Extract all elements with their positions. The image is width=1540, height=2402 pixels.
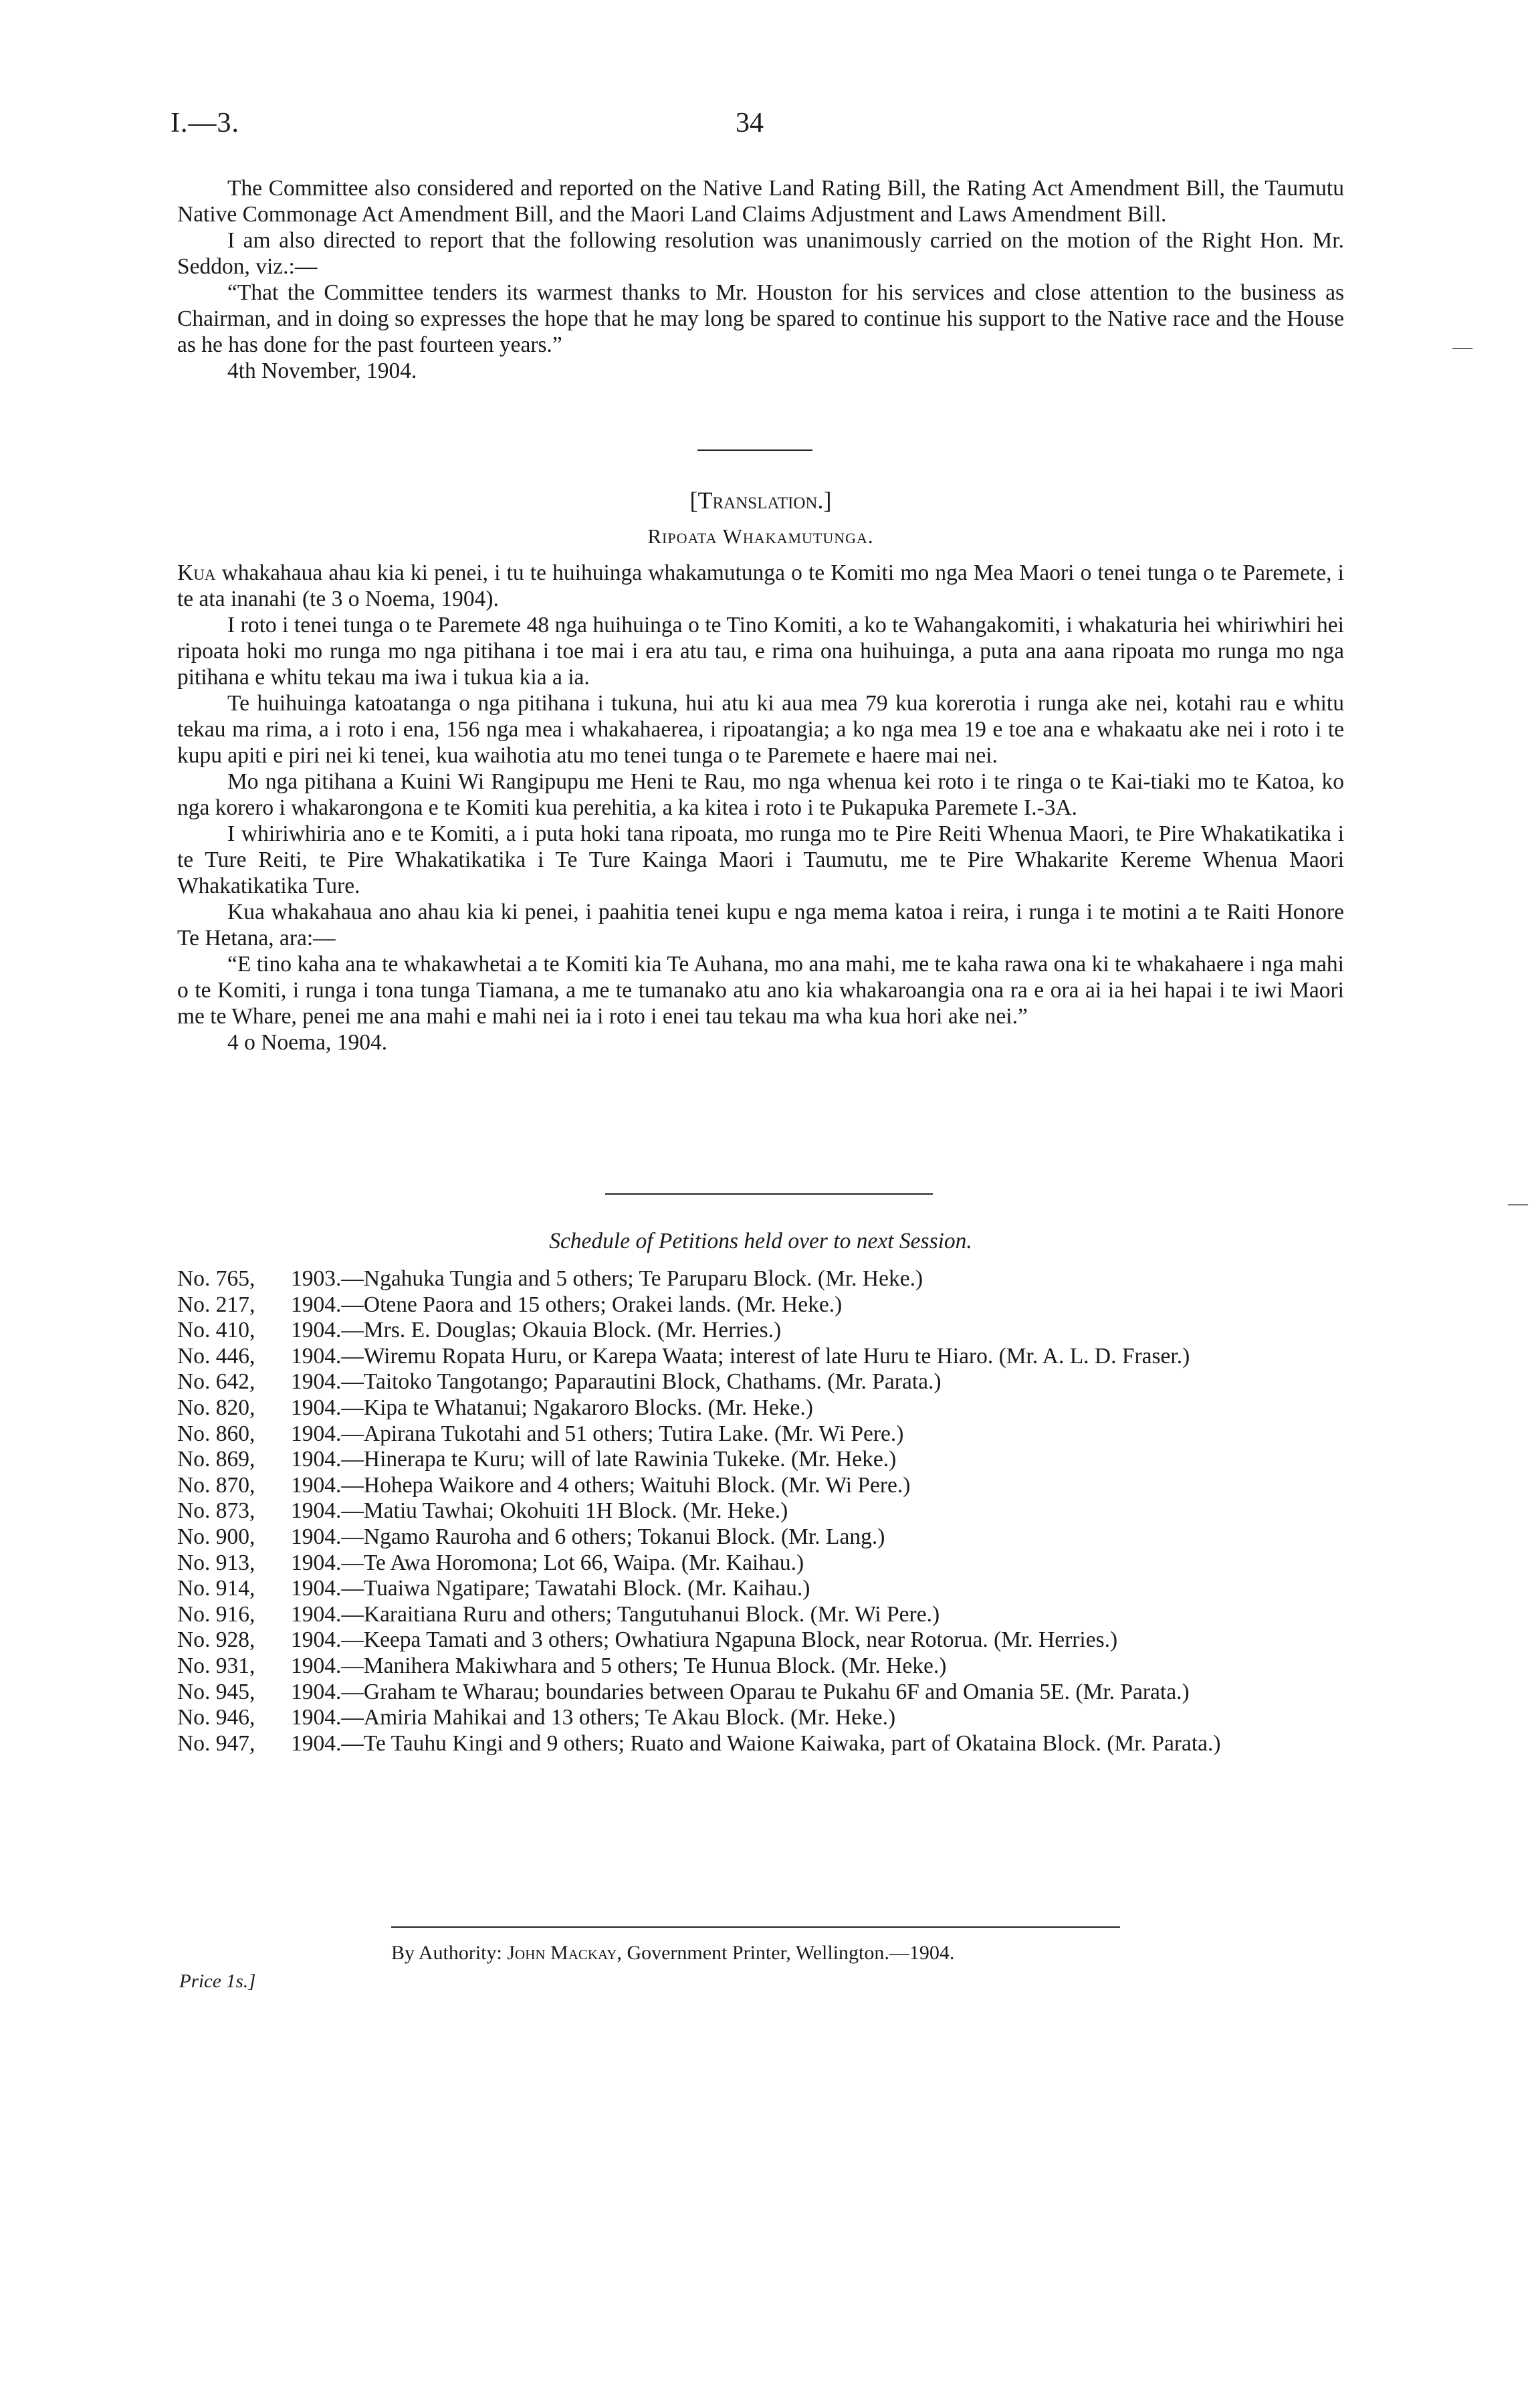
- english-paragraph: I am also directed to report that the following resolution was unanimously carried on the motion of the Right Hon. Mr. Seddon, viz.:—: [177, 228, 1344, 279]
- petition-item: No. 931, 1904.—Manihera Makiwhara and 5 others; Te Hunua Block. (Mr. Heke.): [177, 1653, 947, 1678]
- maori-paragraph: Kua whakahaua ano ahau kia ki penei, i paahitia tenei kupu e nga mema katoa i reira, i runga i te motini a te Raiti Honore Te Hetana, ara:—: [177, 900, 1344, 950]
- petition-item: No. 900, 1904.—Ngamo Rauroha and 6 others; Tokanui Block. (Mr. Lang.): [177, 1524, 885, 1549]
- petition-item: No. 820, 1904.—Kipa te Whatanui; Ngakaroro Blocks. (Mr. Heke.): [177, 1395, 813, 1420]
- petition-item: No. 765, 1903.—Ngahuka Tungia and 5 others; Te Paruparu Block. (Mr. Heke.): [177, 1266, 923, 1291]
- footer-divider: [391, 1926, 1120, 1928]
- price-note: Price 1s.]: [179, 1971, 256, 1992]
- petition-item: No. 869, 1904.—Hinerapa te Kuru; will of late Rawinia Tukeke. (Mr. Heke.): [177, 1447, 897, 1472]
- petition-item: No. 913, 1904.—Te Awa Horomona; Lot 66, Waipa. (Mr. Kaihau.): [177, 1550, 804, 1575]
- petition-item: No. 916, 1904.—Karaitiana Ruru and others; Tangutuhanui Block. (Mr. Wi Pere.): [177, 1601, 940, 1627]
- page-number: 34: [736, 108, 764, 138]
- petition-item: No. 870, 1904.—Hohepa Waikore and 4 others; Waituhi Block. (Mr. Wi Pere.): [177, 1472, 911, 1498]
- maori-paragraph: Mo nga pitihana a Kuini Wi Rangipupu me Heni te Rau, mo nga whenua kei roto i te ringa o te Kai-tiaki mo te Katoa, ko nga korero i whakarongona e te Komiti kua perehitia, a ka kitea i roto i te Pukapuka Paremete I.-3A.: [177, 769, 1344, 820]
- english-date: 4th November, 1904.: [227, 359, 417, 383]
- petition-item: No. 914, 1904.—Tuaiwa Ngatipare; Tawatahi Block. (Mr. Kaihau.): [177, 1576, 810, 1601]
- petition-list: [177, 1266, 1344, 1757]
- maori-paragraph: Kua whakahaua ahau kia ki penei, i tu te huihuinga whakamutunga o te Komiti mo nga Mea Maori o tenei tunga o te Paremete, i te ata inanahi (te 3 o Noema, 1904).: [177, 561, 1344, 611]
- petition-item: No. 947, 1904.—Te Tauhu Kingi and 9 others; Ruato and Waione Kaiwaka, part of Okataina Block. (Mr. Parata.): [177, 1730, 1221, 1756]
- petition-item: No. 217, 1904.—Otene Paora and 15 others; Orakei lands. (Mr. Heke.): [177, 1292, 843, 1317]
- translation-title: Ripoata Whakamutunga.: [647, 524, 874, 548]
- petition-item: No. 928, 1904.—Keepa Tamati and 3 others; Owhatiura Ngapuna Block, near Rotorua. (Mr. Herries.): [177, 1627, 1118, 1653]
- petition-item: No. 642, 1904.—Taitoko Tangotango; Paparautini Block, Chathams. (Mr. Parata.): [177, 1369, 942, 1395]
- english-report: [177, 175, 1344, 384]
- translation-label: [Translation.]: [689, 487, 832, 514]
- resolution-quote: “That the Committee tenders its warmest thanks to Mr. Houston for his services and close attention to the business as Chairman, and in doing so expresses the hope that he may long be spared to continue his support to the Native race and the House as he has done for the past fourteen years.”: [177, 280, 1344, 357]
- section-divider: [697, 449, 812, 451]
- petition-item: No. 446, 1904.—Wiremu Ropata Huru, or Karepa Waata; interest of late Huru te Hiaro. (Mr. A. L. D. Fraser.): [177, 1343, 1190, 1369]
- maori-resolution-quote: “E tino kaha ana te whakawhetai a te Komiti kia Te Auhana, mo ana mahi, me te kaha rawa ona ki te whakahaere i nga mahi o te Komiti, i runga i tona tunga Tiamana, a me te tumanako atu ano kia whakaroangia ona ra e ora ai ia hei hapai i te iwi Maori me te Whare, penei me ana mahi e mahi nei ia i roto i enei tau tekau ma wha kua hori ake nei.”: [177, 952, 1344, 1029]
- maori-date: 4 o Noema, 1904.: [227, 1030, 388, 1055]
- document-reference: I.—3.: [171, 108, 239, 138]
- schedule-title: Schedule of Petitions held over to next Session.: [549, 1229, 972, 1254]
- section-divider: [605, 1193, 933, 1195]
- petition-item: No. 873, 1904.—Matiu Tawhai; Okohuiti 1H Block. (Mr. Heke.): [177, 1498, 788, 1524]
- petition-item: No. 945, 1904.—Graham te Wharau; boundaries between Oparau te Pukahu 6F and Omania 5E. (Mr. Parata.): [177, 1679, 1190, 1704]
- english-paragraph: The Committee also considered and reported on the Native Land Rating Bill, the Rating Act Amendment Bill, the Taumutu Native Commonage Act Amendment Bill, and the Maori Land Claims Adjustment and Laws Amendment Bill.: [177, 176, 1344, 227]
- petition-item: No. 946, 1904.—Amiria Mahikai and 13 others; Te Akau Block. (Mr. Heke.): [177, 1705, 896, 1730]
- margin-mark: —: [1508, 1192, 1528, 1214]
- maori-report: [177, 560, 1344, 1056]
- maori-paragraph: I roto i tenei tunga o te Paremete 48 nga huihuinga o te Tino Komiti, a ko te Wahangakomiti, i whakaturia hei whiriwhiri hei ripoata hoki mo runga mo nga pitihana i toe mai i era atu tau, e rima ona huihuinga, a puta ana aana ripoata mo runga mo nga pitihana e whitu tekau ma iwa i tukua kia a ia.: [177, 613, 1344, 690]
- printer-imprint: By Authority: John Mackay, Government Printer, Wellington.—1904.: [391, 1942, 955, 1964]
- petition-item: No. 410, 1904.—Mrs. E. Douglas; Okauia Block. (Mr. Herries.): [177, 1318, 782, 1343]
- maori-paragraph: Te huihuinga katoatanga o nga pitihana i tukuna, hui atu ki aua mea 79 kua korerotia i runga ake nei, kotahi rau e whitu tekau ma rima, a i roto i ena, 156 nga mea i whakahaerea, i ripoatangia; a ko nga mea 19 e toe ana e whakaatu ake nei i roto i te kupu apiti e piri nei ki tenei, kua waihotia atu mo tenei tunga o te Paremete e haere mai nei.: [177, 691, 1344, 768]
- lead-word: Kua: [177, 561, 216, 585]
- margin-mark: —: [1452, 336, 1472, 358]
- petition-item: No. 860, 1904.—Apirana Tukotahi and 51 others; Tutira Lake. (Mr. Wi Pere.): [177, 1421, 904, 1446]
- maori-paragraph: I whiriwhiria ano e te Komiti, a i puta hoki tana ripoata, mo runga mo te Pire Reiti Whenua Maori, te Pire Whakatikatika i te Ture Reiti, te Pire Whakatikatika i Te Ture Kainga Maori i Taumutu, me te Pire Whakarite Kereme Whenua Maori Whakatikatika Ture.: [177, 821, 1344, 898]
